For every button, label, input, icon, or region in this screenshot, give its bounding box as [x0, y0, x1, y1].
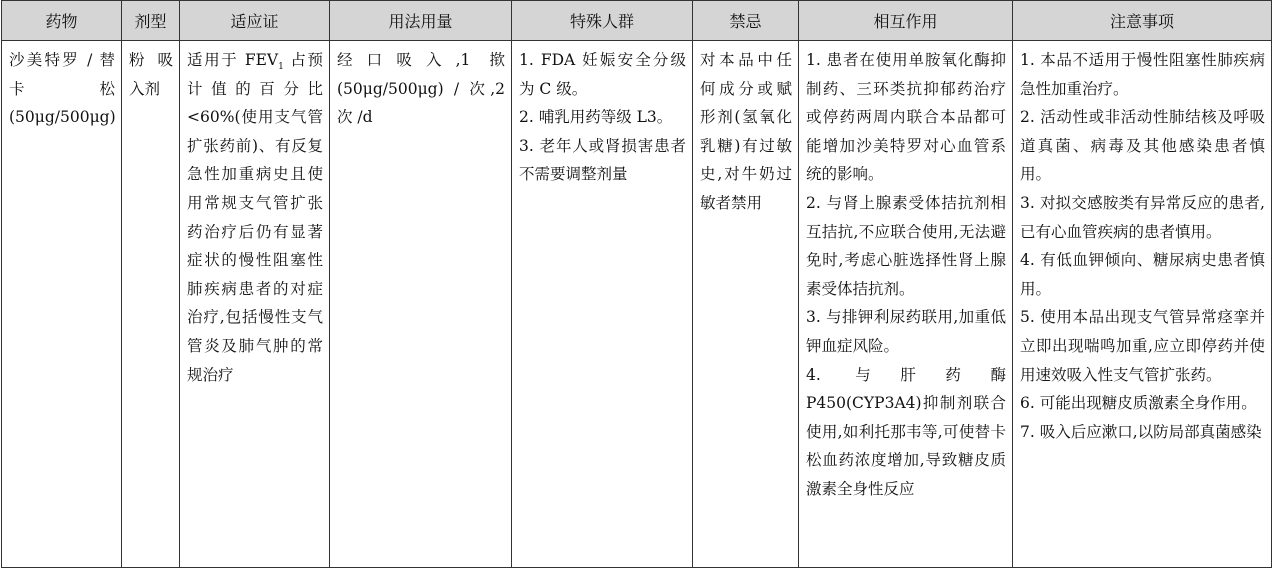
cell-dosage-form	[122, 41, 180, 568]
list-item: 5. 使用本品出现支气管异常痉挛并立即出现喘鸣加重,应立即停药并使用速效吸入性支气管扩张药。	[1020, 308, 1265, 384]
list-item: 1. 患者在使用单胺氧化酶抑制药、三环类抗抑郁药治疗或停药两周内联合本品都可能增加沙美特罗对心血管系统的影响。	[806, 51, 1006, 184]
list-item: 7. 吸入后应漱口,以防局部真菌感染	[1020, 422, 1262, 441]
cell-indication	[180, 41, 330, 568]
contraindications-text: 对本品中任何成分或赋形剂(氢氧化乳糖)有过敏史,对牛奶过敏者禁用	[700, 51, 792, 212]
indication-text	[187, 46, 323, 389]
indication-subscript: 1	[278, 62, 284, 73]
cell-interactions	[799, 41, 1013, 568]
list-item: 3. 老年人或肾损害患者不需要调整剂量	[519, 136, 686, 184]
cell-usage	[330, 41, 512, 568]
drug-info-table	[1, 0, 1272, 568]
header-row	[2, 1, 1272, 41]
indication-post: 占预计值的百分比 <60%(使用支气管扩张药前)、有反复急性加重病史且使用常规支气管扩张药治疗后仍有显著症状的慢性阻塞性肺疾病患者的对症治疗,包括慢性支气管炎及肺气肿的常规治疗	[187, 51, 323, 384]
table-row	[2, 41, 1272, 568]
list-item: 6. 可能出现糖皮质激素全身作用。	[1020, 394, 1257, 413]
cell-special-populations	[512, 41, 693, 568]
cell-precautions	[1013, 41, 1272, 568]
list-item: 3. 对拟交感胺类有异常反应的患者,已有心血管疾病的患者慎用。	[1020, 193, 1265, 241]
drug-name: 沙美特罗 / 替卡松 (50μg/500μg)	[9, 51, 116, 127]
list-item: 2. 哺乳用药等级 L3。	[519, 108, 673, 127]
list-item: 1. 本品不适用于慢性阻塞性肺疾病急性加重治疗。	[1020, 51, 1265, 98]
usage-text: 经口吸入,1 揿(50μg/500μg) / 次,2 次 /d	[337, 51, 505, 127]
cell-contraindications	[693, 41, 799, 568]
header-interactions: 相互作用	[799, 1, 1013, 41]
indication-pre: 适用于 FEV	[187, 51, 279, 69]
header-dosage-form: 剂型	[122, 1, 180, 41]
dosage-form-text: 粉吸入剂	[129, 51, 173, 98]
list-item: 3. 与排钾利尿药联用,加重低钾血症风险。	[806, 308, 1006, 355]
list-item: 2. 与肾上腺素受体拮抗剂相互拮抗,不应联合使用,无法避免时,考虑心脏选择性肾上腺素受体拮抗剂。	[806, 193, 1006, 298]
list-item: 4. 有低血钾倾向、糖尿病史患者慎用。	[1020, 251, 1265, 298]
header-special-populations: 特殊人群	[512, 1, 693, 41]
list-item: 1. FDA 妊娠安全分级为 C 级。	[519, 51, 686, 98]
header-usage: 用法用量	[330, 1, 512, 41]
cell-drug	[2, 41, 122, 568]
list-item: 2. 活动性或非活动性肺结核及呼吸道真菌、病毒及其他感染患者慎用。	[1020, 108, 1265, 184]
header-precautions: 注意事项	[1013, 1, 1272, 41]
list-item: 4. 与肝药酶 P450(CYP3A4)抑制剂联合使用,如利托那韦等,可使替卡松血药浓度增加,导致糖皮质激素全身性反应	[806, 365, 1006, 498]
header-drug: 药物	[2, 1, 122, 41]
header-indication: 适应证	[180, 1, 330, 41]
header-contraindications: 禁忌	[693, 1, 799, 41]
